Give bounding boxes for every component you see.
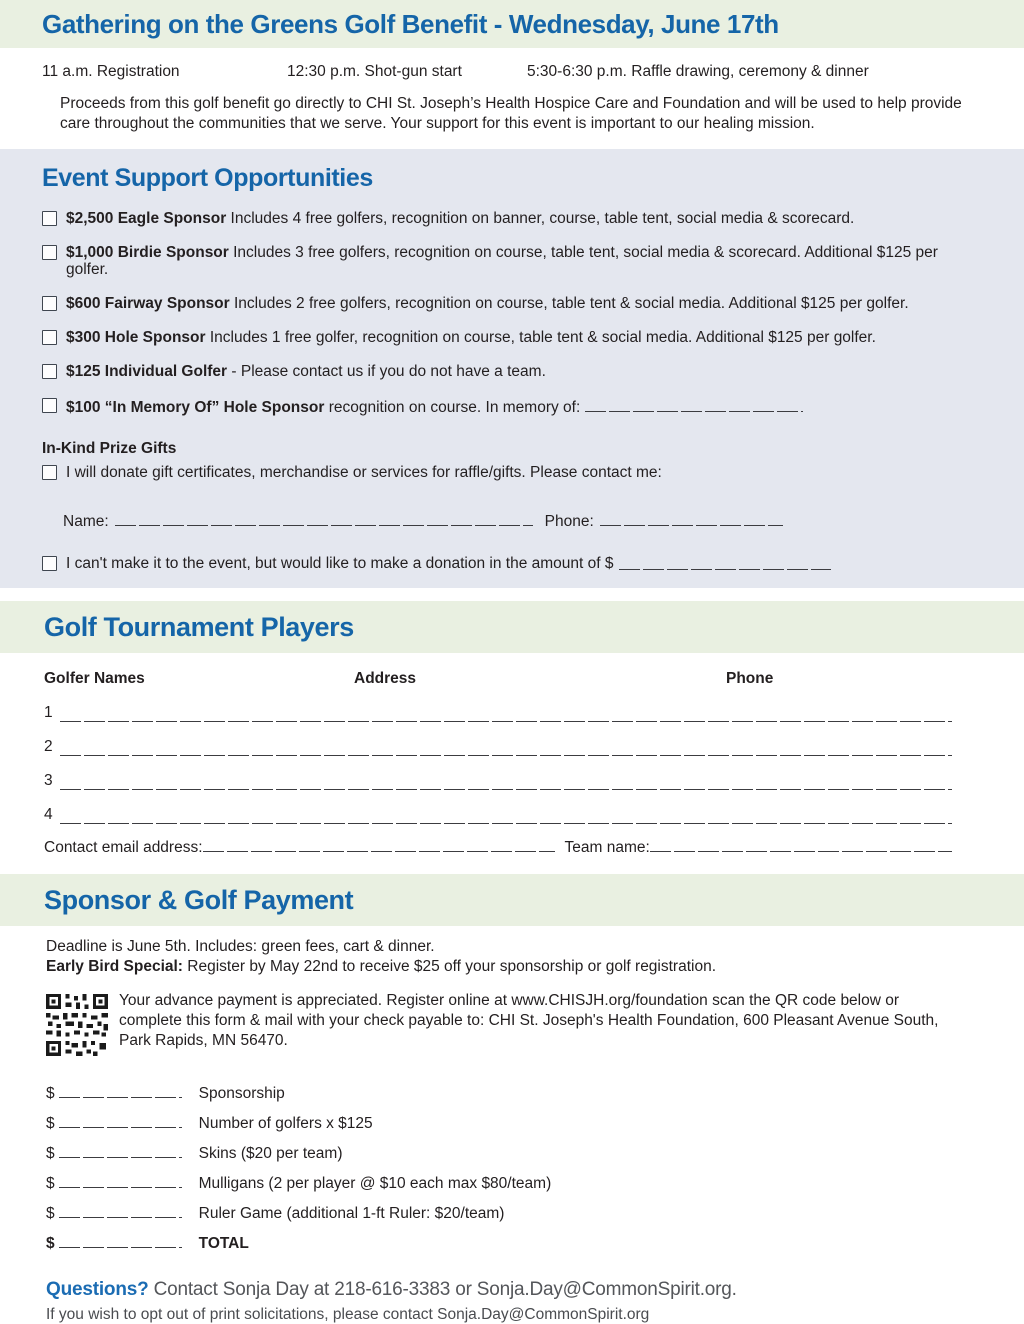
phone-field[interactable] (600, 510, 783, 526)
contact-team-row (44, 837, 952, 858)
sponsor-row-text (66, 397, 803, 416)
sponsor-row-text (66, 295, 909, 312)
payment-row-total (46, 1234, 974, 1253)
sponsor-row-birdie (42, 244, 984, 278)
event-support-section (0, 149, 1024, 588)
checkbox-in-memory-sponsor[interactable] (42, 398, 57, 413)
sponsor-row-text (66, 244, 984, 278)
dollar-sign: $ (46, 1205, 55, 1222)
sponsor-row-individual (42, 363, 984, 380)
players-table-header (44, 670, 952, 688)
golfer-line-3[interactable] (60, 773, 952, 790)
sponsor-row-fairway (42, 295, 984, 312)
advance-payment-paragraph: Your advance payment is appreciated. Register online at www.CHISJH.org/foundation scan the QR code below or complete this form & mail with your check payable to: CHI St. Joseph's Health Foundation, 600 Pleasant Avenue South, Park Rapids, MN 56470. (119, 992, 939, 1049)
payment-row-mulligans (46, 1174, 974, 1193)
sponsor-row-hole (42, 329, 984, 346)
payment-intro (46, 937, 974, 977)
sponsor-level-label: $300 Hole Sponsor (66, 329, 206, 346)
event-schedule (42, 63, 1024, 81)
sponsor-row-text (66, 210, 854, 227)
payment-row-label: Number of golfers x $125 (198, 1115, 373, 1132)
checkbox-eagle-sponsor[interactable] (42, 211, 57, 226)
donation-label: I can't make it to the event, but would like to make a donation in the amount of $ (66, 555, 614, 572)
inkind-donate-row (42, 464, 984, 481)
checkbox-individual-golfer[interactable] (42, 364, 57, 379)
payment-row-label: Sponsorship (198, 1085, 285, 1102)
page-title: Gathering on the Greens Golf Benefit - Wednesday, June 17th (42, 8, 779, 39)
golfer-line-2[interactable] (60, 739, 952, 756)
event-support-heading: Event Support Opportunities (42, 164, 373, 192)
sponsorship-amount-field[interactable] (59, 1084, 182, 1098)
dollar-sign: $ (46, 1145, 55, 1162)
schedule-raffle-dinner: 5:30-6:30 p.m. Raffle drawing, ceremony & dinner (527, 63, 869, 80)
sponsor-level-label: $125 Individual Golfer (66, 363, 228, 380)
golfer-row-2 (44, 736, 952, 756)
early-bird-text: Register by May 22nd to receive $25 off your sponsorship or golf registration. (182, 958, 717, 975)
column-phone: Phone (726, 670, 774, 687)
skins-amount-field[interactable] (59, 1144, 182, 1158)
payment-row-label: Skins ($20 per team) (198, 1145, 343, 1162)
players-heading-band (0, 601, 1024, 653)
dollar-sign: $ (46, 1115, 55, 1132)
payment-row-label: Ruler Game (additional 1-ft Ruler: $20/team) (198, 1205, 505, 1222)
questions-line (46, 1279, 974, 1301)
golfer-row-number: 4 (44, 806, 53, 823)
proceeds-paragraph: Proceeds from this golf benefit go directly to CHI St. Joseph’s Health Hospice Care and Foundation and will be used to help provide care throughout the communities that we serve. Your support for this event is important to our healing mission. (60, 95, 962, 132)
sponsor-level-desc: Includes 3 free golfers, recognition on course, table tent, social media & scorecard. Additional $125 per golfer. (66, 244, 938, 278)
payment-heading: Sponsor & Golf Payment (44, 884, 354, 915)
sponsor-level-desc: Includes 1 free golfer, recognition on course, table tent & social media. Additional $125 per golfer. (205, 329, 876, 346)
column-address: Address (354, 670, 417, 687)
sponsor-row-in-memory (42, 397, 984, 416)
payment-row-label: TOTAL (198, 1235, 249, 1252)
dollar-sign: $ (46, 1085, 55, 1102)
payment-row-golfers (46, 1114, 974, 1133)
questions-label: Questions? (46, 1279, 149, 1300)
sponsor-row-eagle (42, 210, 984, 227)
players-section (0, 670, 1024, 858)
donate-label: I will donate gift certificates, merchandise or services for raffle/gifts. Please contact me: (66, 464, 662, 481)
golfer-row-number: 1 (44, 704, 53, 721)
team-name-field[interactable] (650, 837, 952, 852)
qr-code-icon (46, 994, 108, 1058)
name-label: Name: (63, 513, 109, 530)
checkbox-donate-gifts[interactable] (42, 465, 57, 480)
schedule-shotgun-start: 12:30 p.m. Shot-gun start (287, 63, 462, 80)
golfer-line-4[interactable] (60, 807, 952, 824)
questions-contact-text: Contact Sonja Day at 218-616-3383 or Sonja.Day@CommonSpirit.org. (148, 1279, 737, 1300)
golfer-row-4 (44, 804, 952, 824)
checkbox-birdie-sponsor[interactable] (42, 245, 57, 260)
contact-email-label: Contact email address: (44, 839, 203, 856)
mulligans-amount-field[interactable] (59, 1174, 182, 1188)
payment-row-sponsorship (46, 1084, 974, 1103)
deadline-line: Deadline is June 5th. Includes: green fees, cart & dinner. (46, 938, 435, 955)
golfer-row-number: 2 (44, 738, 53, 755)
golfer-row-number: 3 (44, 772, 53, 789)
name-field[interactable] (115, 510, 533, 526)
total-amount-field[interactable] (59, 1234, 182, 1248)
early-bird-line (46, 957, 974, 977)
dollar-sign: $ (46, 1235, 55, 1252)
payment-row-ruler-game (46, 1204, 974, 1223)
ruler-game-amount-field[interactable] (59, 1204, 182, 1218)
team-name-label: Team name: (564, 839, 650, 856)
phone-label: Phone: (544, 513, 594, 530)
players-heading: Golf Tournament Players (44, 611, 354, 642)
sponsor-row-text (66, 363, 546, 380)
name-phone-row (63, 510, 984, 531)
golfer-row-1 (44, 702, 952, 722)
sponsor-level-desc: recognition on course. In memory of: (324, 399, 585, 416)
donation-row (42, 555, 984, 572)
sponsor-level-label: $1,000 Birdie Sponsor (66, 244, 229, 261)
payment-section (0, 937, 1024, 1324)
early-bird-label: Early Bird Special: (46, 958, 183, 975)
sponsor-level-desc: Includes 2 free golfers, recognition on course, table tent & social media. Additional $125 per golfer. (229, 295, 909, 312)
donation-amount-field[interactable] (619, 555, 831, 570)
page-header-band (0, 0, 1024, 48)
checkbox-hole-sponsor[interactable] (42, 330, 57, 345)
sponsor-level-desc: Includes 4 free golfers, recognition on banner, course, table tent, social media & scorecard. (226, 210, 855, 227)
payment-row-label: Mulligans (2 per player @ $10 each max $80/team) (198, 1175, 552, 1192)
golfer-row-3 (44, 770, 952, 790)
sponsor-row-text (66, 329, 876, 346)
golfer-line-1[interactable] (60, 705, 952, 722)
column-golfer-names: Golfer Names (44, 670, 145, 687)
dollar-sign: $ (46, 1175, 55, 1192)
payment-heading-band (0, 874, 1024, 926)
qr-instructions-row (46, 991, 974, 1058)
checkbox-fairway-sponsor[interactable] (42, 296, 57, 311)
payment-row-skins (46, 1144, 974, 1163)
checkbox-donation-only[interactable] (42, 556, 57, 571)
optout-line: If you wish to opt out of print solicitations, please contact Sonja.Day@CommonSpirit.org (46, 1306, 650, 1323)
sponsor-level-label: $100 “In Memory Of” Hole Sponsor (66, 399, 325, 416)
schedule-registration: 11 a.m. Registration (42, 63, 180, 80)
contact-email-field[interactable] (203, 837, 555, 852)
golfers-amount-field[interactable] (59, 1114, 182, 1128)
in-memory-of-field[interactable] (585, 397, 803, 412)
sponsor-level-desc: - Please contact us if you do not have a team. (227, 363, 546, 380)
sponsor-level-label: $2,500 Eagle Sponsor (66, 210, 227, 227)
sponsor-level-label: $600 Fairway Sponsor (66, 295, 230, 312)
inkind-heading: In-Kind Prize Gifts (42, 440, 177, 457)
